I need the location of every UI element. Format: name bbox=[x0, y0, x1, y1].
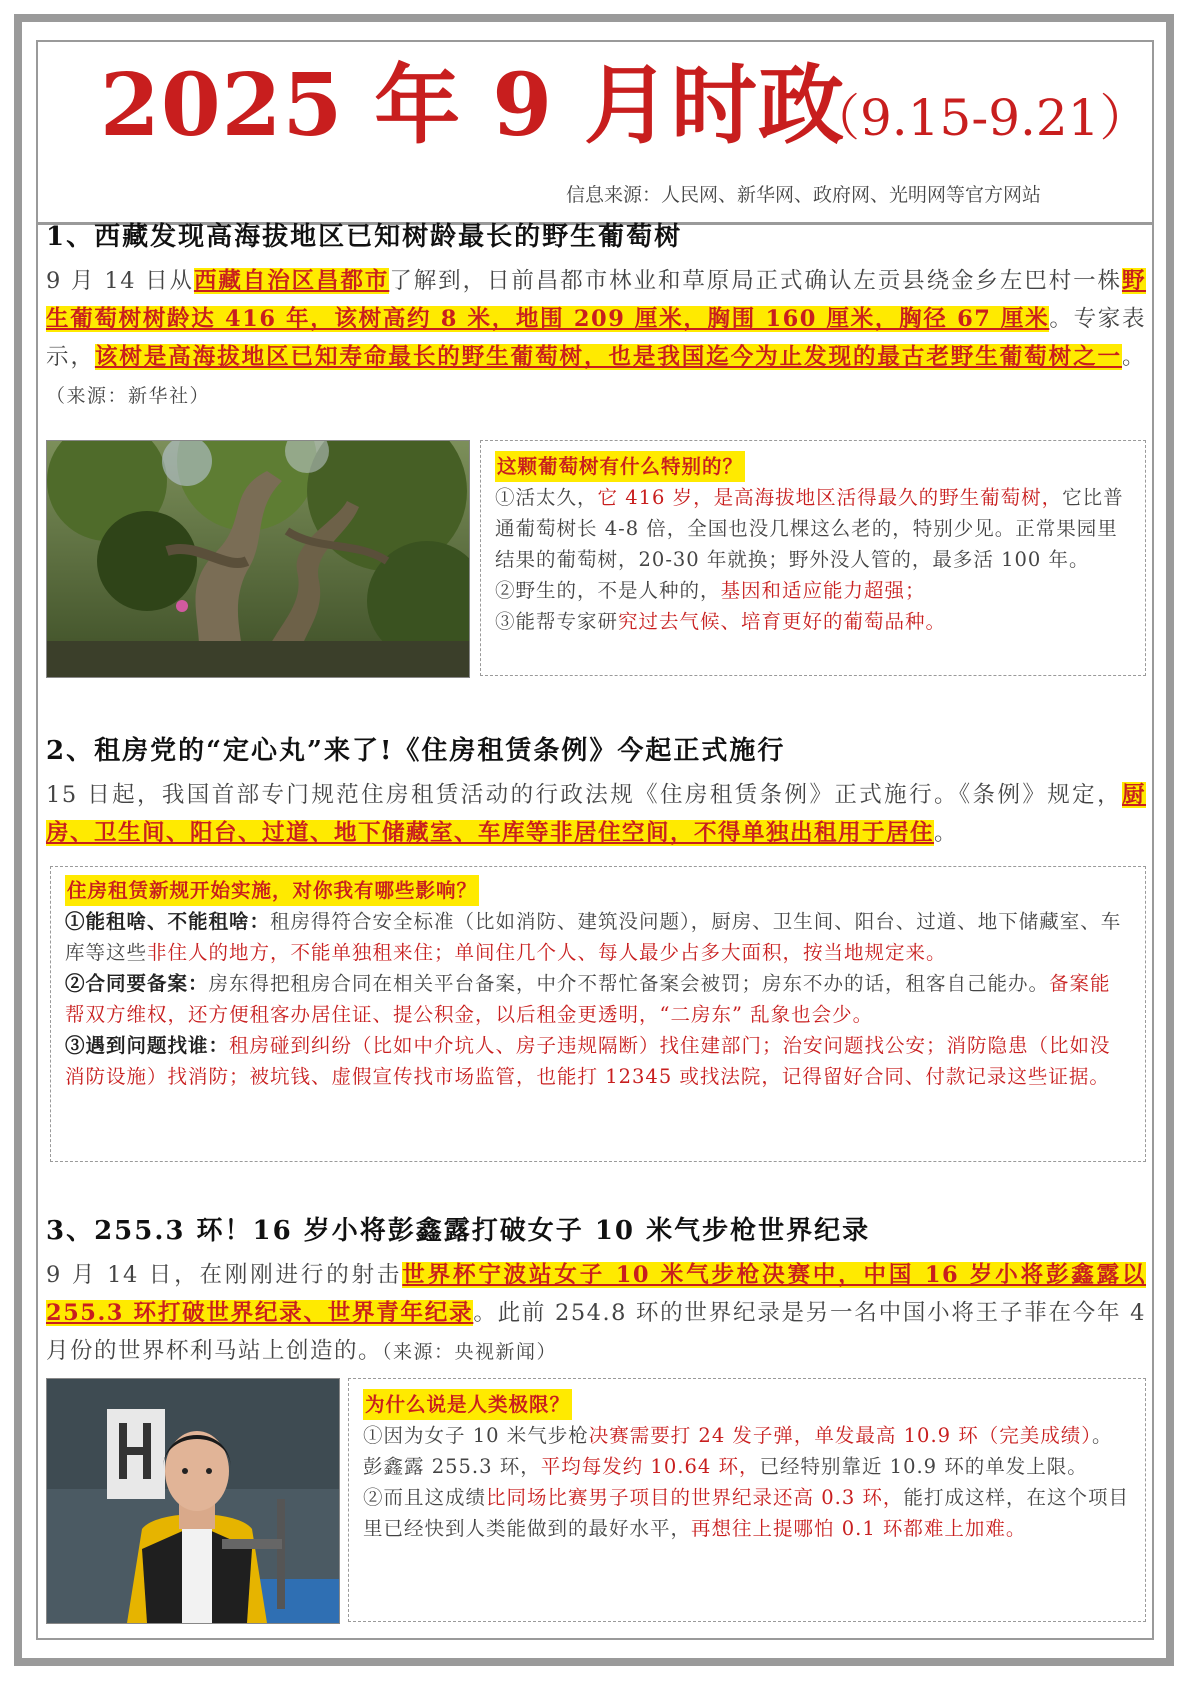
section-1-paragraph: 9 月 14 日从西藏自治区昌都市了解到，日前昌都市林业和草原局正式确认左贡县绕金乡左巴村一株野生葡萄树树龄达 416 年，该树高约 8 米，地围 209 厘米，胸围 160 厘米，胸径 67 厘米。专家表示，该树是高海拔地区已知寿命最长的野生葡萄树，也是我国迄今为止发现的最古老野生葡萄树之一。（来源：新华社） bbox=[46, 268, 1146, 407]
explainer-point-1: ①因为女子 10 米气步枪决赛需要打 24 发子弹，单发最高 10.9 环（完美成绩）。彭鑫露 255.3 环，平均每发约 10.64 环，已经特别靠近 10.9 环的单发上限。 bbox=[363, 1424, 1113, 1478]
section-2-explainer-box bbox=[50, 866, 1146, 1162]
section-2-paragraph: 15 日起，我国首部专门规范住房租赁活动的行政法规《住房租赁条例》正式施行。《条例》规定，厨房、卫生间、阳台、过道、地下储藏室、车库等非居住空间，不得单独出租用于居住。 bbox=[46, 782, 1146, 846]
section-3-question: 为什么说是人类极限？ bbox=[363, 1389, 572, 1420]
section-3-paragraph: 9 月 14 日，在刚刚进行的射击世界杯宁波站女子 10 米气步枪决赛中，中国 16 岁小将彭鑫露以 255.3 环打破世界纪录、世界青年纪录。此前 254.8 环的世界纪录是另一名中国小将王子菲在今年 4 月份的世界杯利马站上创造的。（来源：央视新闻） bbox=[46, 1262, 1146, 1364]
page-title: 2025 年 9 月时政 bbox=[100, 55, 846, 156]
section-3-explainer-box bbox=[348, 1378, 1146, 1622]
date-range: （9.15-9.21） bbox=[810, 89, 1150, 147]
explainer-point-1: ①活太久，它 416 岁，是高海拔地区活得最久的野生葡萄树，它比普通葡萄树长 4-8 倍，全国也没几棵这么老的，特别少见。正常果园里结果的葡萄树，20-30 年就换；野外没人管的，最多活 100 年。 bbox=[495, 486, 1124, 571]
grape-tree-photo bbox=[46, 440, 470, 678]
explainer-point-3: ③遇到问题找谁：租房碰到纠纷（比如中介坑人、房子违规隔断）找住建部门；治安问题找公安；消防隐患（比如没消防设施）找消防；被坑钱、虚假宣传找市场监管，也能打 12345 或找法院，记得留好合同、付款记录这些证据。 bbox=[65, 1034, 1111, 1088]
section-1-question: 这颗葡萄树有什么特别的？ bbox=[495, 451, 745, 482]
explainer-point-1: ①能租啥、不能租啥：租房得符合安全标准（比如消防、建筑没问题），厨房、卫生间、阳台、过道、地下储藏室、车库等这些非住人的地方，不能单独租来住；单间住几个人、每人最少占多大面积，按当地规定来。 bbox=[65, 910, 1122, 964]
source-line: 信息来源：人民网、新华网、政府网、光明网等官方网站 bbox=[566, 184, 1042, 206]
section-2-title: 2、租房党的“定心丸”来了!《住房租赁条例》今起正式施行 bbox=[46, 736, 786, 766]
explainer-point-2: ②合同要备案：房东得把租房合同在相关平台备案，中介不帮忙备案会被罚；房东不办的话，租客自己能办。备案能帮双方维权，还方便租客办居住证、提公积金，以后租金更透明，“二房东” 乱象也会少。 bbox=[65, 972, 1111, 1026]
shooter-photo bbox=[46, 1378, 340, 1624]
section-1-title: 1、西藏发现高海拔地区已知树龄最长的野生葡萄树 bbox=[46, 222, 683, 252]
explainer-point-2: ②野生的，不是人种的，基因和适应能力超强； bbox=[495, 579, 926, 602]
section-3-title: 3、255.3 环！16 岁小将彭鑫露打破女子 10 米气步枪世界纪录 bbox=[46, 1216, 871, 1246]
section-2-question: 住房租赁新规开始实施，对你我有哪些影响？ bbox=[65, 875, 479, 906]
explainer-point-3: ③能帮专家研究过去气候、培育更好的葡萄品种。 bbox=[495, 610, 947, 633]
explainer-point-2: ②而且这成绩比同场比赛男子项目的世界纪录还高 0.3 环，能打成这样，在这个项目里已经快到人类能做到的最好水平，再想往上提哪怕 0.1 环都难上加难。 bbox=[363, 1486, 1129, 1540]
section-1-explainer-box bbox=[480, 440, 1146, 676]
